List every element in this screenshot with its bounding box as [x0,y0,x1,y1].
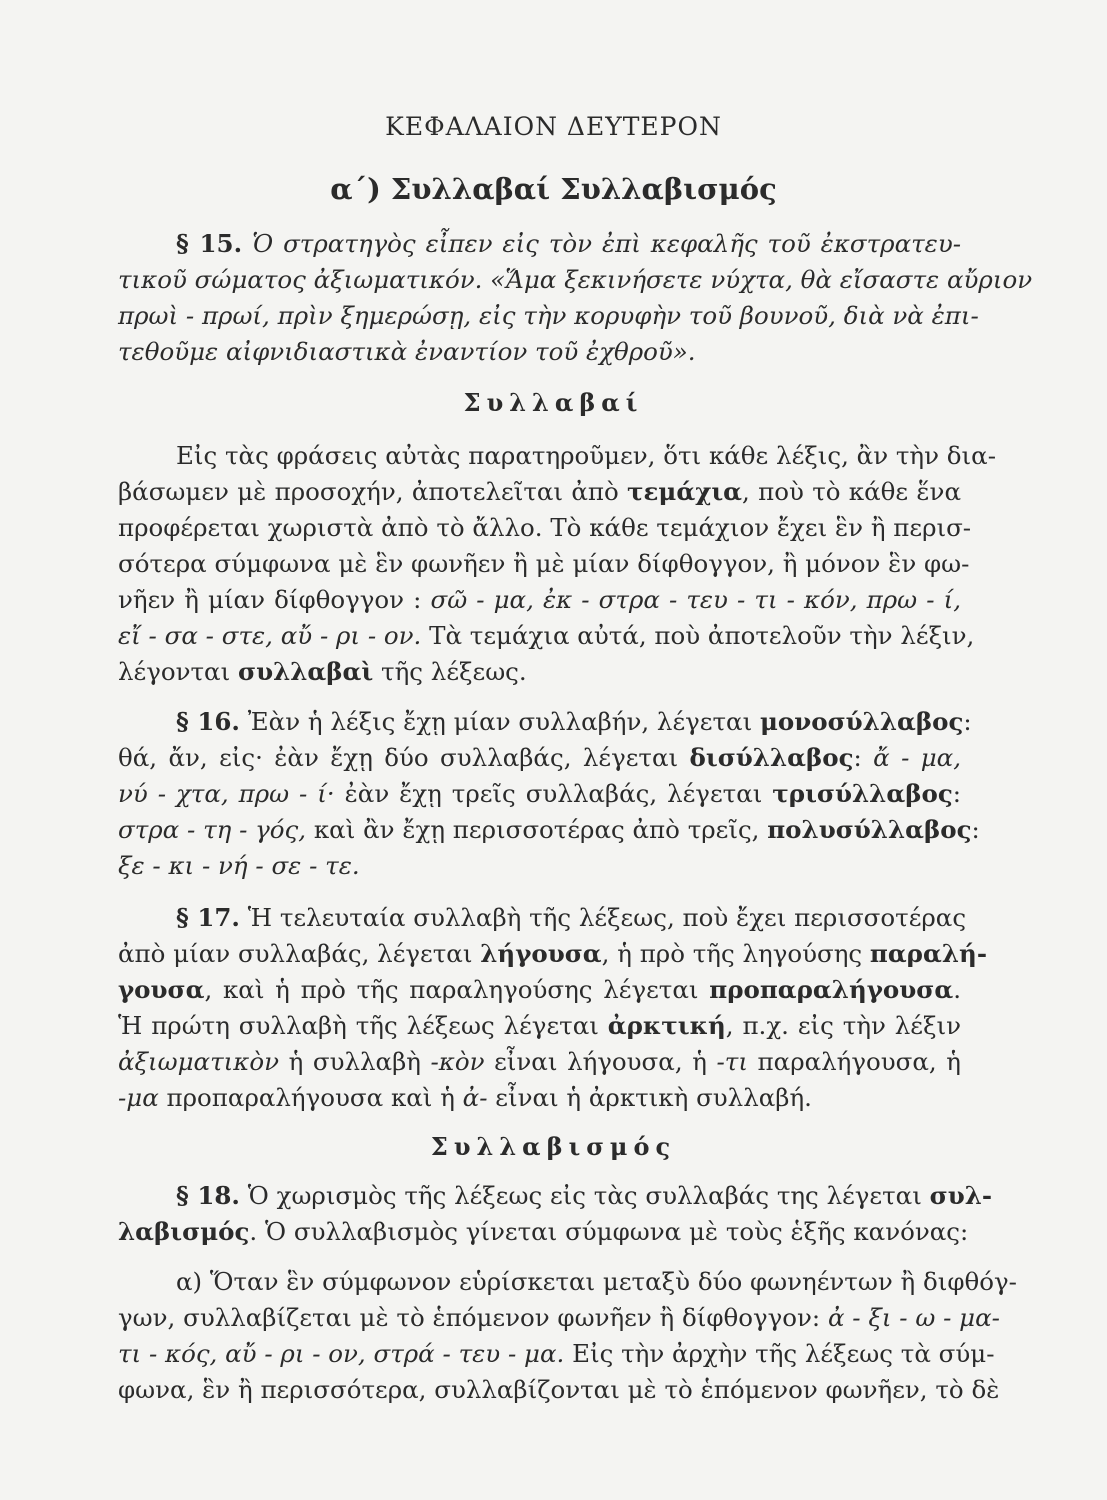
text-line: § 18. Ὁ χωρισμὸς τῆς λέξεως εἰς τὰς συλλαβάς της λέγεται συλ- [176,1181,993,1210]
text-line: Εἰς τὰς φράσεις αὐτὰς παρατηροῦμεν, ὅτι κάθε λέξις, ἂν τὴν δια- [176,441,996,470]
text-line: γων, συλλαβίζεται μὲ τὸ ἑπόμενον φωνῆεν ἢ δίφθογγον: ἀ - ξι - ω - μα- [118,1303,1000,1332]
text-line: ἀπὸ μίαν συλλαβάς, λέγεται λήγουσα, ἡ πρὸ τῆς ληγούσης παραλή- [118,939,987,968]
text-line: ἀξιωματικὸν ἡ συλλαβὴ -κὸν εἶναι λήγουσα, ἡ -τι παραλήγουσα, ἡ [118,1047,961,1076]
text-line: Ἡ πρώτη συλλαβὴ τῆς λέξεως λέγεται ἀρκτική, π.χ. εἰς τὴν λέξιν [118,1011,961,1040]
chapter-title: ΚΕΦΑΛΑΙΟΝ ΔΕΥΤΕΡΟΝ [385,112,722,141]
text-line: νῆεν ἢ μίαν δίφθογγον : σῶ - μα, ἐκ - στρα - τευ - τι - κόν, πρω - ί, [118,585,961,614]
text-line: τεθοῦμε αἰφνιδιαστικὰ ἐναντίον τοῦ ἐχθροῦ». [118,337,696,366]
text-line: προφέρεται χωριστὰ ἀπὸ τὸ ἄλλο. Τὸ κάθε τεμάχιον ἔχει ἓν ἢ περισ- [118,513,972,542]
text-line: § 17. Ἡ τελευταία συλλαβὴ τῆς λέξεως, ποὺ ἔχει περισσοτέρας [176,903,967,932]
text-line: τικοῦ σώματος ἀξιωματικόν. «Ἅμα ξεκινήσετε νύχτα, θὰ εἴσαστε αὔριον [118,265,1033,294]
text-line: σότερα σύμφωνα μὲ ἓν φωνῆεν ἢ μὲ μίαν δίφθογγον, ἢ μόνον ἓν φω- [118,549,970,578]
text-line: εἴ - σα - στε, αὔ - ρι - ον. Τὰ τεμάχια αὐτά, ποὺ ἀποτελοῦν τὴν λέξιν, [118,621,975,650]
subheading-syllables: Συλλαβαί [463,388,644,417]
text-line: § 16. Ἐὰν ἡ λέξις ἔχῃ μίαν συλλαβήν, λέγεται μονοσύλλαβος: [176,707,972,736]
text-line: § 15. Ὁ στρατηγὸς εἶπεν εἰς τὸν ἐπὶ κεφαλῆς τοῦ ἐκστρατευ- [176,229,961,258]
text-line: γουσα, καὶ ἡ πρὸ τῆς παραληγούσης λέγεται προπαραλήγουσα. [118,975,961,1004]
text-line: φωνα, ἓν ἢ περισσότερα, συλλαβίζονται μὲ τὸ ἑπόμενον φωνῆεν, τὸ δὲ [118,1375,1000,1404]
text-line: στρα - τη - γός, καὶ ἂν ἔχῃ περισσοτέρας ἀπὸ τρεῖς, πολυσύλλαβος: [118,815,980,844]
text-line: λέγονται συλλαβαὶ τῆς λέξεως. [118,657,527,686]
text-line: θά, ἄν, εἰς· ἐὰν ἔχῃ δύο συλλαβάς, λέγεται δισύλλαβος: ἄ - μα, [118,743,961,772]
section-heading: α΄) Συλλαβαί Συλλαβισμός [330,172,777,206]
text-line: -μα προπαραλήγουσα καὶ ἡ ἀ- εἶναι ἡ ἀρκτικὴ συλλαβή. [118,1083,812,1112]
text-line: ξε - κι - νή - σε - τε. [118,851,360,880]
text-line: νύ - χτα, πρω - ί· ἐὰν ἔχῃ τρεῖς συλλαβάς, λέγεται τρισύλλαβος: [118,779,961,808]
text-line: α) Ὅταν ἓν σύμφωνον εὑρίσκεται μεταξὺ δύο φωνηέντων ἢ διφθόγ- [176,1267,1017,1296]
text-line: πρωὶ - πρωί, πρὶν ξημερώσῃ, εἰς τὴν κορυφὴν τοῦ βουνοῦ, διὰ νὰ ἐπι- [118,301,979,330]
text-line: τι - κός, αὔ - ρι - ον, στρά - τευ - μα. Εἰς τὴν ἀρχὴν τῆς λέξεως τὰ σύμ- [118,1339,995,1368]
subheading-syllabification: Συλλαβισμός [430,1132,677,1161]
text-line: λαβισμός. Ὁ συλλαβισμὸς γίνεται σύμφωνα μὲ τοὺς ἑξῆς κανόνας: [118,1217,969,1246]
text-line: βάσωμεν μὲ προσοχήν, ἀποτελεῖται ἀπὸ τεμάχια, ποὺ τὸ κάθε ἕνα [118,477,961,506]
